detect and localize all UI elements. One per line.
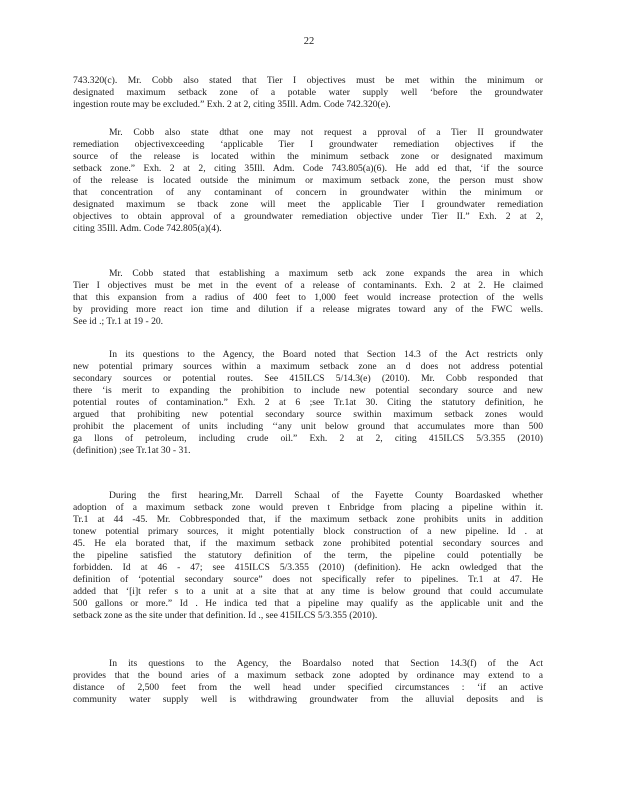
text-line: secondary sources or potential routes. See 415ILCS 5/14.3(e) (2010). Mr. Cobb responded that: [73, 373, 543, 384]
text-line: 500 gallons or more.” Id . He indica ted that a pipeline may qualify as the applicable unit and the: [73, 598, 543, 609]
text-line: Tier I objectives must be met in the event of a release of contaminants. Exh. 2 at 2. He claimed: [73, 280, 543, 291]
paragraph: [73, 268, 543, 328]
text-line: (definition) ;see Tr.1at 30 - 31.: [73, 445, 191, 456]
text-line: definition of ‘potential secondary source” does not specifically refer to pipelines. Tr.1 at 47. He: [73, 574, 543, 585]
text-line: ga llons of petroleum, including crude oil.” Exh. 2 at 2, citing 415ILCS 5/3.355 (2010): [73, 433, 543, 444]
text-line: by providing more react ion time and dilution if a release migrates toward any of the FWC wells.: [73, 304, 543, 315]
text-line: provides that the bound aries of a maximum setback zone adopted by ordinance may extend to a: [73, 670, 543, 681]
text-line: argued that prohibiting new potential secondary source swithin maximum setback zones would: [73, 409, 543, 420]
text-line: 45. He ela borated that, if the maximum setback zone prohibited potential secondary sources and: [73, 538, 543, 549]
text-line: citing 35Ill. Adm. Code 742.805(a)(4).: [73, 223, 222, 234]
text-line: objectives to obtain approval of a groundwater remediation objective under Tier II.” Exh. 2 at 2,: [73, 211, 543, 222]
paragraph: [73, 127, 543, 235]
text-line: In its questions to the Agency, the Boardalso noted that Section 14.3(f) of the Act: [109, 658, 543, 669]
page-number: 22: [303, 36, 315, 47]
text-line: adoption of a maximum setback zone would preven t Enbridge from placing a pipeline within it.: [73, 502, 543, 513]
text-line: tonew potential primary sources, it might potentially block construction of a new pipeline. Id . at: [73, 526, 543, 537]
text-line: remediation objectivexceeding ‘applicable Tier I groundwater remediation objectives if the: [73, 139, 543, 150]
paragraph: [73, 349, 543, 457]
text-line: designated maximum setback zone of a potable water supply well ‘before the groundwater: [73, 87, 543, 98]
text-line: there ‘is merit to expanding the prohibition to include new potential secondary source and new: [73, 385, 543, 396]
text-line: See id .; Tr.1 at 19 - 20.: [73, 316, 164, 327]
text-line: potential routes of contamination.” Exh. 2 at 6 ;see Tr.1at 30. Citing the statutory definition, he: [73, 397, 543, 408]
text-line: designated maximum se tback zone will meet the applicable Tier I groundwater remediation: [73, 199, 543, 210]
text-line: In its questions to the Agency, the Board noted that Section 14.3 of the Act restricts only: [109, 349, 543, 360]
text-line: Mr. Cobb stated that establishing a maximum setb ack zone expands the area in which: [109, 268, 543, 279]
paragraph: [73, 75, 543, 111]
text-line: prohibit the placement of units including ‘‘any unit below ground that accumulates more than 500: [73, 421, 543, 432]
paragraph: [73, 658, 543, 706]
text-line: that concentration of any contaminant of concern in groundwater within the minimum or: [73, 187, 543, 198]
text-line: community water supply well is withdrawing groundwater from the alluvial deposits and is: [73, 694, 543, 705]
text-line: ingestion route may be excluded.” Exh. 2 at 2, citing 35Ill. Adm. Code 742.320(e).: [73, 99, 391, 110]
text-line: added that ‘[i]t refer s to a unit at a site that at any time is below ground that could accumulate: [73, 586, 543, 597]
text-line: source of the release is located within the minimum setback zone or designated maximum: [73, 151, 543, 162]
text-line: setback zone.” Exh. 2 at 2, citing 35Ill. Adm. Code 743.805(a)(6). He add ed that, ‘if the source: [73, 163, 543, 174]
text-line: setback zone as the site under that definition. Id ., see 415ILCS 5/3.355 (2010).: [73, 610, 378, 621]
text-line: During the first hearing,Mr. Darrell Schaal of the Fayette County Boardasked whether: [109, 490, 543, 501]
text-line: forbidden. Id at 46 - 47; see 415ILCS 5/3.355 (2010) (definition). He ackn owledged that the: [73, 562, 543, 573]
text-line: distance of 2,500 feet from the well head under specified circumstances : ‘if an active: [73, 682, 543, 693]
text-line: 743.320(c). Mr. Cobb also stated that Tier I objectives must be met within the minimum or: [73, 75, 543, 86]
paragraph: [73, 490, 543, 622]
text-line: Tr.1 at 44 -45. Mr. Cobbresponded that, if the maximum setback zone prohibits units in addition: [73, 514, 543, 525]
text-line: new potential primary sources within a maximum setback zone an d does not address potential: [73, 361, 543, 372]
text-line: the pipeline satisfied the statutory definition of the term, the pipeline could potentially be: [73, 550, 543, 561]
text-line: that this expansion from a radius of 400 feet to 1,000 feet would increase protection of the wells: [73, 292, 543, 303]
text-line: of the release is located outside the minimum or maximum setback zone, the person must show: [73, 175, 543, 186]
text-line: Mr. Cobb also state dthat one may not request a pproval of a Tier II groundwater: [109, 127, 543, 138]
